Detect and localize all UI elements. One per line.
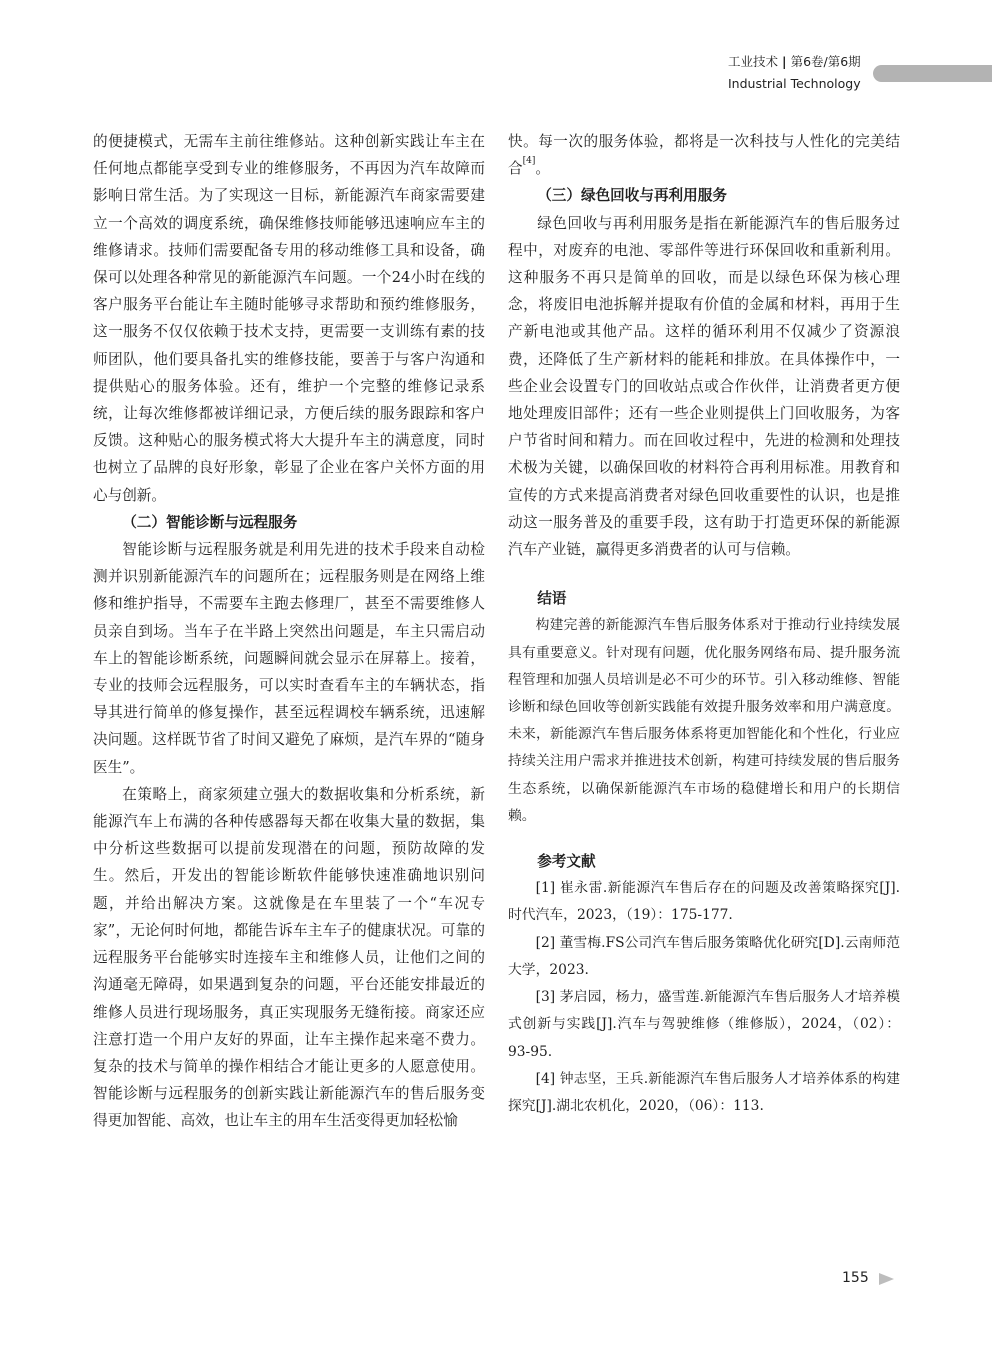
paragraph-text: 快。每一次的服务体验，都将是一次科技与人性化的完美结合 (508, 133, 900, 178)
references-heading: 参考文献 (537, 853, 596, 871)
spacer (508, 830, 900, 848)
references-list (508, 875, 900, 1120)
reference-item: [2] 董雪梅.FS公司汽车售后服务策略优化研究[D].云南师范大学，2023. (508, 934, 900, 978)
spacer (508, 563, 900, 585)
reference-item: [4] 钟志坚，王兵.新能源汽车售后服务人才培养体系的构建探究[J].湖北农机化，2020，（06）：113. (508, 1070, 900, 1114)
body-paragraph (508, 128, 900, 182)
right-column (508, 128, 900, 1120)
reference-item: [1] 崔永雷.新能源汽车售后存在的问题及改善策略探究[J].时代汽车，2023，（19）：175-177. (508, 880, 900, 924)
conclusion-paragraph: 构建完善的新能源汽车售后服务体系对于推动行业持续发展具有重要意义。针对现有问题，优化服务网络布局、提升服务流程管理和加强人员培训是必不可少的环节。引入移动维修、智能诊断和绿色回收等创新实践能有效提升服务效率和用户满意度。未来，新能源汽车售后服务体系将更加智能化和个性化，行业应持续关注用户需求并推进技术创新，构建可持续发展的售后服务生态系统，以确保新能源汽车市场的稳健增长和用户的长期信赖。 (508, 617, 900, 824)
conclusion-heading: 结语 (537, 590, 567, 608)
section-heading-2: （二）智能诊断与远程服务 (122, 513, 298, 531)
running-header (700, 50, 992, 100)
body-paragraph: 智能诊断与远程服务就是利用先进的技术手段来自动检测并识别新能源汽车的问题所在；远程服务则是在网络上维修和维护指导，不需要车主跑去修理厂，甚至不需要维修人员亲自到场。当车子在半路上突然出问题是，车主只需启动车上的智能诊断系统，问题瞬间就会显示在屏幕上。接着，专业的技师会远程服务，可以实时查看车主的车辆状态，指导其进行简单的修复操作，甚至远程调校车辆系统，迅速解决问题。这样既节省了时间又避免了麻烦，是汽车界的“随身医生”。 (93, 541, 485, 776)
journal-english-title: Industrial Technology (728, 76, 861, 91)
body-paragraph: 绿色回收与再利用服务是指在新能源汽车的售后服务过程中，对废弃的电池、零部件等进行环保回收和重新利用。这种服务不再只是简单的回收，而是以绿色环保为核心理念，将废旧电池拆解并提取有价值的金属和材料，再用于生产新电池或其他产品。这样的循环利用不仅减少了资源浪费，还降低了生产新材料的能耗和排放。在具体操作中，一些企业会设置专门的回收站点或合作伙伴，让消费者更方便地处理废旧部件；还有一些企业则提供上门回收服务，为客户节省时间和精力。而在回收过程中，先进的检测和处理技术极为关键，以确保回收的材料符合再利用标准。用教育和宣传的方式来提高消费者对绿色回收重要性的认识，也是推动这一服务普及的重要手段，这有助于打造更环保的新能源汽车产业链，赢得更多消费者的认可与信赖。 (508, 214, 900, 559)
reference-item: [3] 茅启园，杨力，盛雪莲.新能源汽车售后服务人才培养模式创新与实践[J].汽车与驾驶维修（维修版），2024，（02）：93-95. (508, 989, 900, 1060)
paragraph-end: 。 (535, 160, 550, 178)
page-arrow-icon (879, 1273, 894, 1285)
body-paragraph: 的便捷模式，无需车主前往维修站。这种创新实践让车主在任何地点都能享受到专业的维修服务，不再因为汽车故障而影响日常生活。为了实现这一目标，新能源汽车商家需要建立一个高效的调度系统，确保维修技师能够迅速响应车主的维修请求。技师们需要配备专用的移动维修工具和设备，确保可以处理各种常见的新能源汽车问题。一个24小时在线的客户服务平台能让车主随时能够寻求帮助和预约维修服务，这一服务不仅仅依赖于技术支持，更需要一支训练有素的技师团队，他们要具备扎实的维修技能，要善于与客户沟通和提供贴心的服务体验。还有，维护一个完整的维修记录系统，让每次维修都被详细记录，方便后续的服务跟踪和客户反馈。这种贴心的服务模式将大大提升车主的满意度，同时也树立了品牌的良好形象，彰显了企业在客户关怀方面的用心与创新。 (93, 133, 485, 504)
journal-title-line (728, 52, 861, 70)
section-heading-3: （三）绿色回收与再利用服务 (537, 187, 727, 205)
left-column (93, 128, 485, 1135)
conclusion-section (508, 612, 900, 830)
body-paragraph: 在策略上，商家须建立强大的数据收集和分析系统，新能源汽车上布满的各种传感器每天都在收集大量的数据，集中分析这些数据可以提前发现潜在的问题，预防故障的发生。然后，开发出的智能诊断软件能够快速准确地识别问题，并给出解决方案。这就像是在车里装了一个“车况专家”，无论何时何地，都能告诉车主车子的健康状况。可靠的远程服务平台能够实时连接车主和维修人员，让他们之间的沟通毫无障碍，如果遇到复杂的问题，平台还能安排最近的维修人员进行现场服务，真正实现服务无缝衔接。商家还应注意打造一个用户友好的界面，让车主操作起来毫不费力。复杂的技术与简单的操作相结合才能让更多的人愿意使用。智能诊断与远程服务的创新实践让新能源汽车的售后服务变得更加智能、高效，也让车主的用车生活变得更加轻松愉 (93, 785, 485, 1130)
page-number: 155 (842, 1270, 869, 1286)
journal-title: 工业技术 (728, 54, 779, 69)
header-decor-bar (873, 65, 992, 82)
header-separator: | (782, 54, 787, 69)
citation-marker: [4] (522, 156, 536, 167)
journal-volume: 第6卷/第6期 (790, 54, 861, 69)
